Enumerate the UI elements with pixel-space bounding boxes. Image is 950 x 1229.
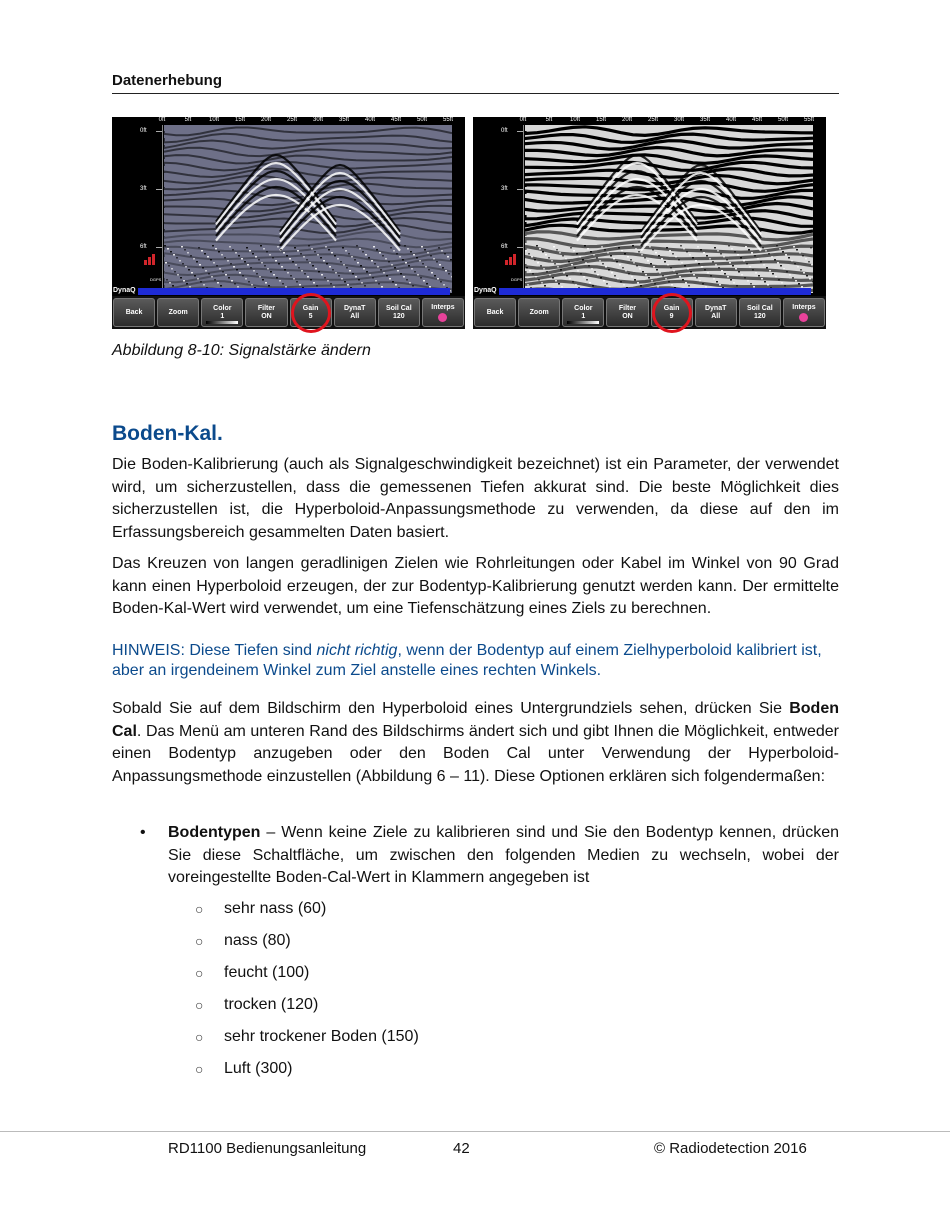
dynaq-brand: DynaQ <box>474 287 497 294</box>
list-item: ○ nass (80) <box>195 932 291 949</box>
radargram-image <box>525 125 813 293</box>
ruler-label: 35ft <box>699 117 711 123</box>
ruler-label: 5ft <box>184 117 192 123</box>
depth-label: 3ft <box>501 186 508 192</box>
list-item: ○ sehr nass (60) <box>195 900 327 917</box>
list-item: ○ sehr trockener Boden (150) <box>195 1028 419 1045</box>
section-heading: Boden-Kal. <box>112 422 223 445</box>
distance-ruler <box>521 117 821 125</box>
scan-progress-bar <box>138 288 450 295</box>
color-button[interactable]: Color 1 <box>562 298 604 327</box>
ruler-label: 50ft <box>777 117 789 123</box>
depth-label: 6ft <box>140 244 147 250</box>
ruler-label: 10ft <box>569 117 581 123</box>
paragraph-soil-cal-menu: Sobald Sie auf dem Bildschirm den Hyperboloid eines Untergrundziels sehen, drücken Sie Boden Cal. Das Menü am unteren Rand des Bildschirms ändert sich und gibt Ihnen die Möglichkeit, entweder einen Bodentyp anzugeben oder den Boden Cal unter Verwendung der Hyperboloid-Anpassungsmethode einzustellen (Abbildung 6 – 11). Diese Optionen erklären sich folgendermaßen: <box>112 700 839 786</box>
filter-button[interactable]: Filter ON <box>606 298 648 327</box>
dgps-label: DGPS <box>150 277 162 282</box>
ruler-label: 55ft <box>803 117 815 123</box>
ruler-label: 30ft <box>673 117 685 123</box>
soil-cal-button[interactable]: Soil Cal 120 <box>378 298 420 327</box>
list-item: ○ trocken (120) <box>195 996 319 1013</box>
dynat-button[interactable]: DynaT All <box>334 298 376 327</box>
ruler-label: 25ft <box>286 117 298 123</box>
ruler-label: 20ft <box>260 117 272 123</box>
ruler-label: 10ft <box>208 117 220 123</box>
interps-dot-icon <box>438 313 447 322</box>
screen-menu-bar <box>473 296 826 329</box>
interps-dot-icon <box>799 313 808 322</box>
distance-ruler <box>160 117 460 125</box>
soil-cal-button[interactable]: Soil Cal 120 <box>739 298 781 327</box>
ruler-label: 20ft <box>621 117 633 123</box>
color-button[interactable]: Color 1 <box>201 298 243 327</box>
scan-progress-bar <box>499 288 811 295</box>
gpr-screen-gain-5 <box>112 117 465 329</box>
header-divider <box>112 93 839 94</box>
ruler-label: 25ft <box>647 117 659 123</box>
screen-menu-bar <box>112 296 465 329</box>
depth-label: 6ft <box>501 244 508 250</box>
depth-label: 3ft <box>140 186 147 192</box>
depth-label: 0ft <box>140 128 147 134</box>
zoom-button[interactable]: Zoom <box>518 298 560 327</box>
bullet-marker: • <box>140 824 146 841</box>
depth-scale <box>138 125 163 293</box>
list-item: ○ feucht (100) <box>195 964 310 981</box>
ruler-label: 15ft <box>595 117 607 123</box>
ruler-label: 15ft <box>234 117 246 123</box>
footer-manual-name: RD1100 Bedienungsanleitung <box>168 1140 367 1157</box>
list-item: ○ Luft (300) <box>195 1060 293 1077</box>
soil-type-list <box>195 898 419 1090</box>
interps-button[interactable]: Interps <box>422 298 464 327</box>
dynat-button[interactable]: DynaT All <box>695 298 737 327</box>
footer-divider <box>0 1131 950 1132</box>
dgps-label: DGPS <box>511 277 523 282</box>
note-paragraph: HINWEIS: Diese Tiefen sind nicht richtig, wenn der Bodentyp auf einem Zielhyperboloid kalibriert ist, aber an irgendeinem Winkel zum Ziel anstelle eines rechten Winkels. <box>112 642 822 679</box>
back-button[interactable]: Back <box>113 298 155 327</box>
footer-page-number: 42 <box>453 1140 470 1157</box>
ruler-label: 30ft <box>312 117 324 123</box>
ruler-label: 45ft <box>390 117 402 123</box>
gain-button[interactable]: Gain 5 <box>290 298 332 327</box>
filter-button[interactable]: Filter ON <box>245 298 287 327</box>
ruler-label: 55ft <box>442 117 454 123</box>
paragraph-intro: Die Boden-Kalibrierung (auch als Signalgeschwindigkeit bezeichnet) ist ein Parameter, der verwendet wird, um sicherzustellen, dass die gemessenen Tiefen akkurat sind. Die beste Möglichkeit dies sicherzustellen ist, die Hyperboloid-Anpassungsmethode zu verwenden, da diese auf den im Erfassungsbereich gesammelten Daten basiert. <box>112 456 839 542</box>
interps-button[interactable]: Interps <box>783 298 825 327</box>
figure-caption: Abbildung 8-10: Signalstärke ändern <box>112 342 371 359</box>
depth-label: 0ft <box>501 128 508 134</box>
bullet-text: Bodentypen – Wenn keine Ziele zu kalibrieren sind und Sie den Bodentyp kennen, drücken Sie diese Schaltfläche, um zwischen den folgenden Medien zu wechseln, wobei der voreingestellte Boden-Cal-Wert in Klammern angegeben ist <box>168 824 839 887</box>
ruler-label: 40ft <box>364 117 376 123</box>
radargram-image <box>164 125 452 293</box>
dynaq-brand: DynaQ <box>113 287 136 294</box>
gain-button[interactable]: Gain 9 <box>651 298 693 327</box>
page-header-title: Datenerhebung <box>112 72 223 89</box>
gpr-screen-gain-9 <box>473 117 826 329</box>
footer-copyright: © Radiodetection 2016 <box>654 1140 807 1157</box>
ruler-label: 5ft <box>545 117 553 123</box>
ruler-label: 35ft <box>338 117 350 123</box>
zoom-button[interactable]: Zoom <box>157 298 199 327</box>
ruler-label: 40ft <box>725 117 737 123</box>
paragraph-hyperboloid: Das Kreuzen von langen geradlinigen Zielen wie Rohrleitungen oder Kabel im Winkel von 90 Grad kann einen Hyperboloid erzeugen, der zur Bodentyp-Kalibrierung genutzt werden kann. Der ermittelte Boden-Kal-Wert wird verwendet, um eine Tiefenschätzung eines Ziels zu berechnen. <box>112 555 839 618</box>
ruler-label: 45ft <box>751 117 763 123</box>
back-button[interactable]: Back <box>474 298 516 327</box>
ruler-label: 0ft <box>158 117 166 123</box>
ruler-label: 50ft <box>416 117 428 123</box>
depth-scale <box>499 125 524 293</box>
ruler-label: 0ft <box>519 117 527 123</box>
